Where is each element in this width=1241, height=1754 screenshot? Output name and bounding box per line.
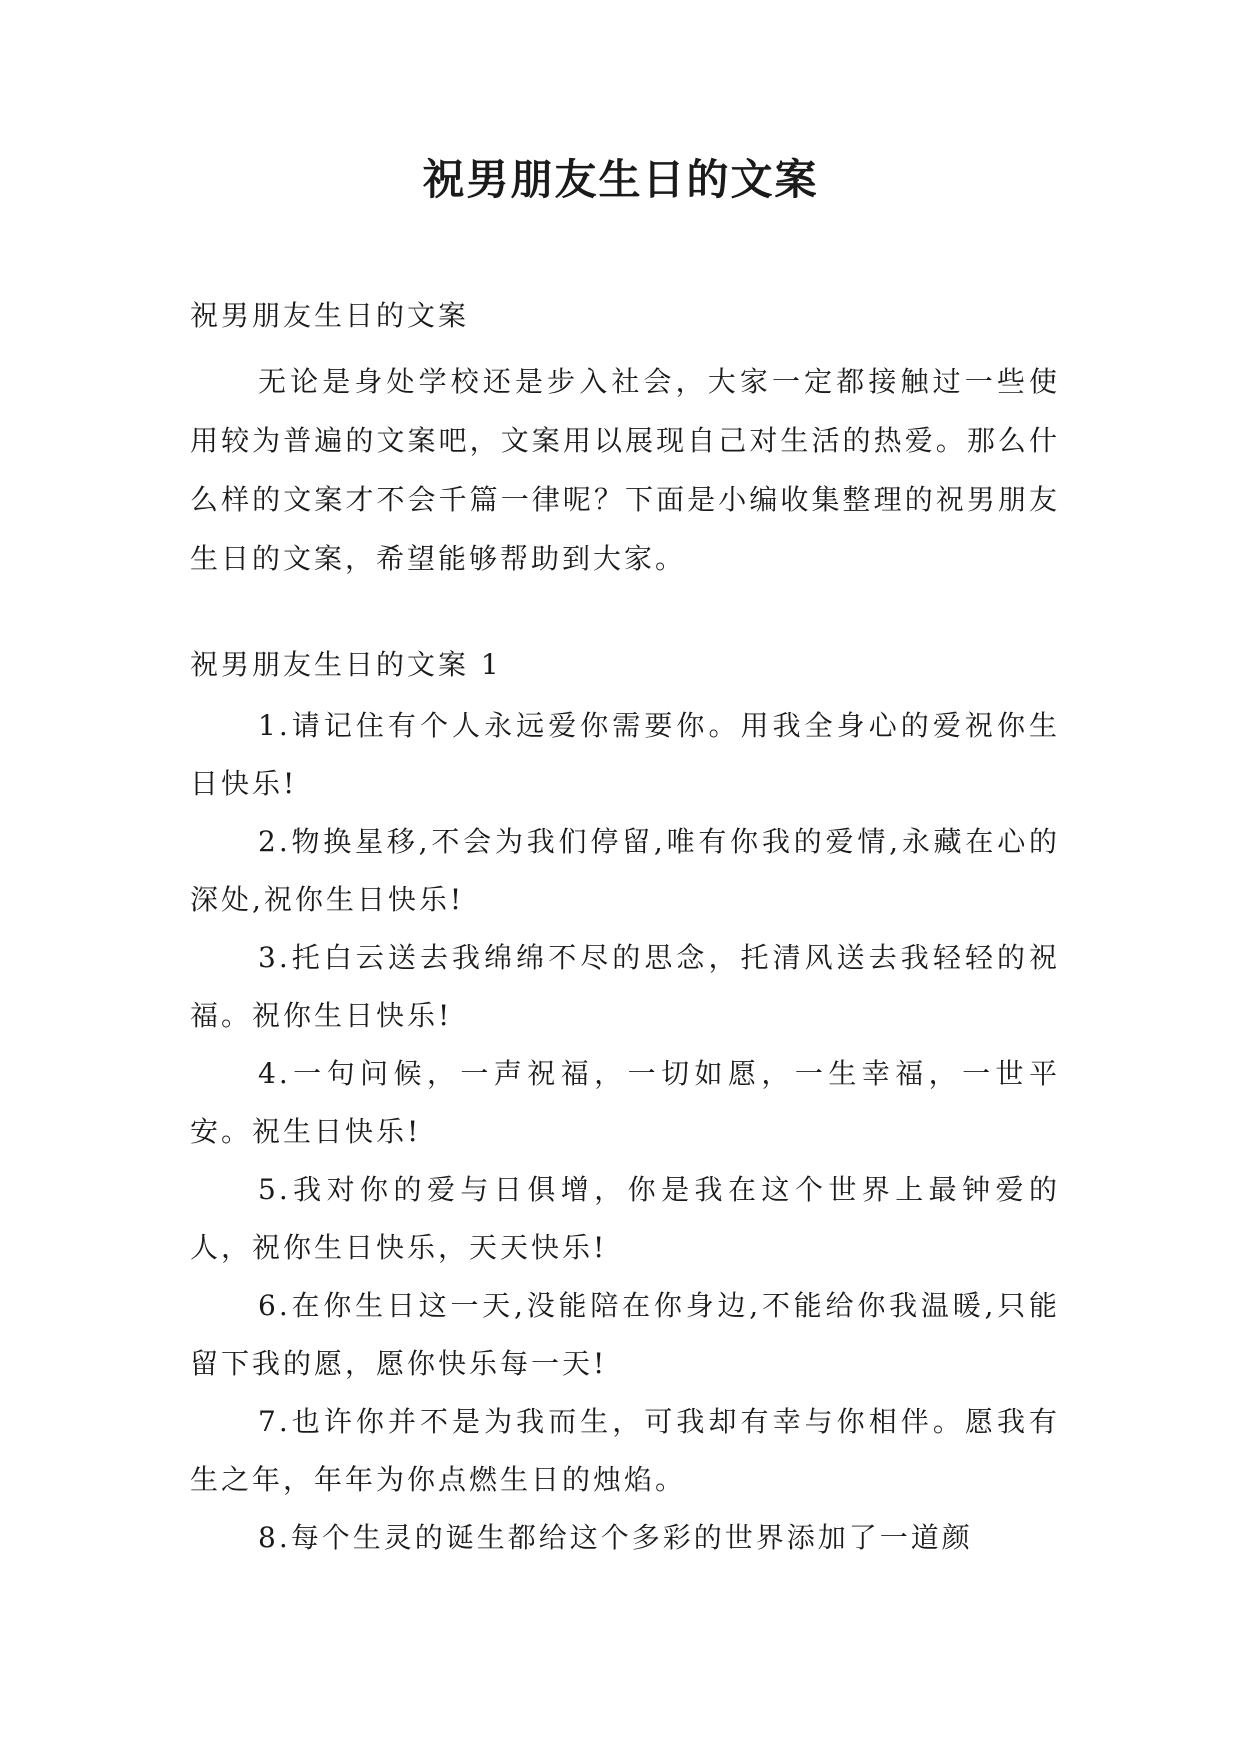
wish-list bbox=[190, 697, 1060, 1567]
wish-item-3: 3.托白云送去我绵绵不尽的思念，托清风送去我轻轻的祝福。祝你生日快乐! bbox=[190, 941, 1060, 1032]
document-subtitle: 祝男朋友生日的文案 bbox=[190, 299, 470, 332]
intro-paragraph: 无论是身处学校还是步入社会，大家一定都接触过一些使用较为普遍的文案吧，文案用以展现自己对生活的热爱。那么什么样的文案才不会千篇一律呢？下面是小编收集整理的祝男朋友生日的文案，希望能够帮助到大家。 bbox=[190, 365, 1060, 575]
document-title: 祝男朋友生日的文案 bbox=[422, 155, 819, 204]
wish-item-8: 8.每个生灵的诞生都给这个多彩的世界添加了一道颜 bbox=[258, 1521, 973, 1554]
wish-item-2: 2.物换星移,不会为我们停留,唯有你我的爱情,永藏在心的深处,祝你生日快乐! bbox=[190, 825, 1060, 916]
wish-item-6: 6.在你生日这一天,没能陪在你身边,不能给你我温暖,只能留下我的愿，愿你快乐每一天! bbox=[190, 1289, 1060, 1380]
wish-item-1: 1.请记住有个人永远爱你需要你。用我全身心的爱祝你生日快乐! bbox=[190, 709, 1060, 800]
wish-item-7: 7.也许你并不是为我而生，可我却有幸与你相伴。愿我有生之年，年年为你点燃生日的烛焰。 bbox=[190, 1405, 1060, 1496]
wish-item-4: 4.一句问候，一声祝福，一切如愿，一生幸福，一世平安。祝生日快乐! bbox=[190, 1057, 1060, 1148]
wish-item-5: 5.我对你的爱与日俱增，你是我在这个世界上最钟爱的人，祝你生日快乐，天天快乐! bbox=[190, 1173, 1060, 1264]
section-heading: 祝男朋友生日的文案 1 bbox=[190, 648, 502, 681]
